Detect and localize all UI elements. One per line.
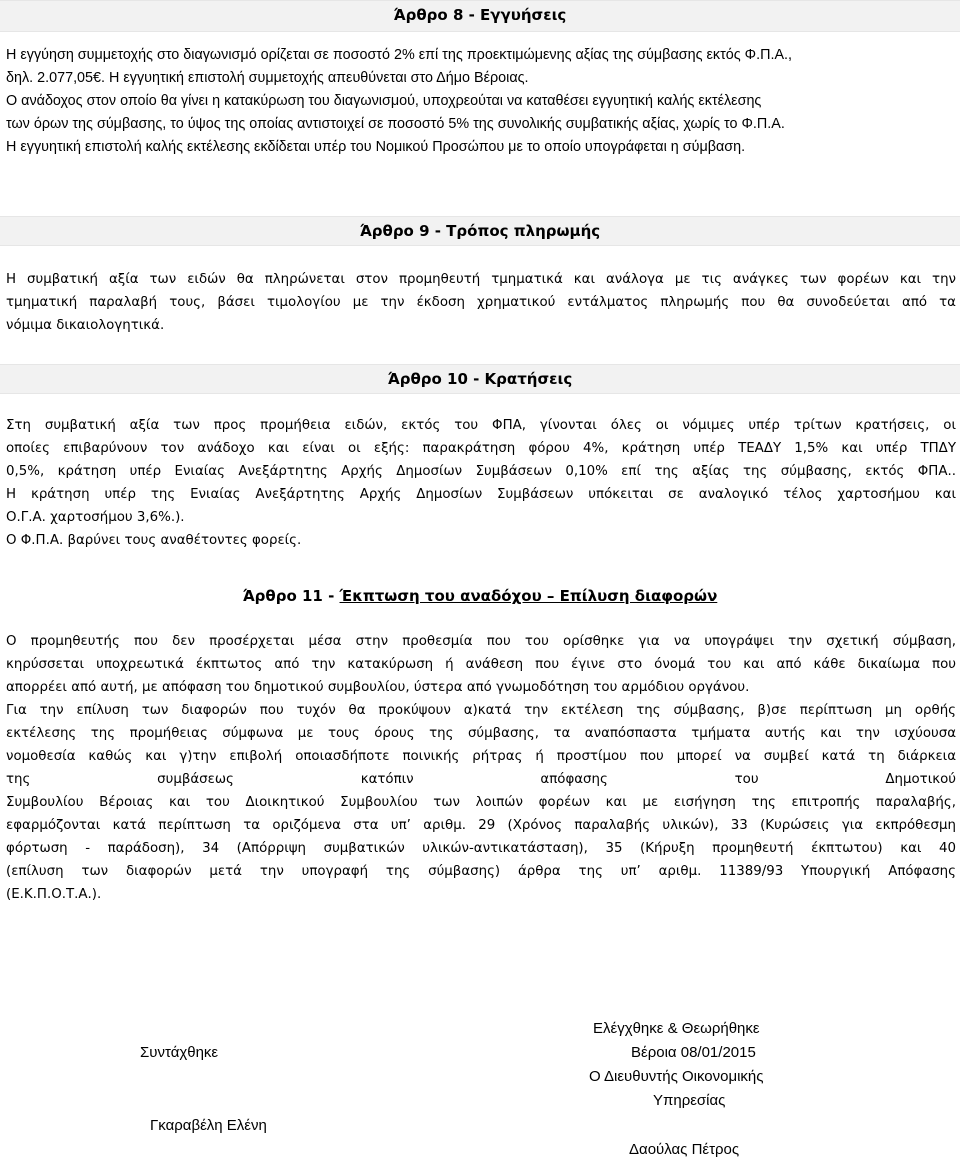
text-line: τμηματική παραλαβή τους, βάσει τιμολογίου με την έκδοση χρηματικού εντάλματος πληρωμής που θα συνοδεύεται από τα (6, 295, 956, 310)
text-line: (επίλυση των διαφορών μετά την υπογραφή της σύμβασης) άρθρα της υπ’ αριθμ. 11389/93 Υπουργική Απόφασης (6, 864, 956, 879)
text-line: οποίες επιβαρύνουν τον ανάδοχο και είναι οι εξής: παρακράτηση φόρου 4%, κράτηση υπέρ ΤΕΑΔΥ 1,5% και υπέρ ΤΠΔΥ (6, 441, 956, 456)
text-line: (Ε.Κ.Π.Ο.Τ.Α.). (6, 887, 102, 902)
paragraph-art8 (6, 44, 956, 159)
text-line: εφαρμόζονται κατά περίπτωση τα οριζόμενα στα υπ’ αριθμ. 29 (Χρόνος παραλαβής υλικών), 33 (Κυρώσεις για εκπρόθεσμη (6, 818, 956, 833)
paragraph-art9 (6, 268, 956, 337)
text-line: Ο.Γ.Α. χαρτοσήμου 3,6%.). (6, 510, 185, 525)
signature-right-place-date: Βέροια 08/01/2015 (631, 1044, 756, 1061)
paragraph-art11 (6, 630, 956, 906)
heading-art11 (0, 586, 960, 606)
text-line: Ο προμηθευτής που δεν προσέρχεται μέσα στην προθεσμία που του ορίσθηκε για να υπογράψει την σχετική σύμβαση, (6, 634, 956, 649)
text-line: απορρέει από αυτή, με απόφαση του δημοτικού συμβουλίου, ύστερα από γνωμοδότηση του αρμόδιου οργάνου. (6, 680, 750, 695)
text-line: νόμιμα δικαιολογητικά. (6, 318, 165, 333)
text-line: εκτέλεσης της προμήθειας σύμφωνα με τους όρους της σύμβασης, τα αναπόσπαστα τμήματα αυτής και την ισχύουσα (6, 726, 956, 741)
signature-right-name: Δαούλας Πέτρος (629, 1141, 740, 1158)
text-line: Η κράτηση υπέρ της Ενιαίας Ανεξάρτητης Αρχής Δημοσίων Συμβάσεων υπόκειται σε αναλογικό τέλος χαρτοσήμου και (6, 487, 956, 502)
signature-left-name: Γκαραβέλη Ελένη (150, 1117, 267, 1134)
heading-art11-prefix: Άρθρο 11 - (242, 587, 340, 605)
text-line: νομοθεσία καθώς και γ)την επιβολή οποιασδήποτε ποινικής ρήτρας ή προστίμου που μπορεί να συμβεί κατά τη διάρκεια (6, 749, 956, 764)
heading-art9: Άρθρο 9 - Τρόπος πληρωμής (359, 222, 601, 240)
text-line: δηλ. 2.077,05€. Η εγγυητική επιστολή συμμετοχής απευθύνεται στο Δήμο Βέροιας. (6, 70, 529, 86)
text-line: της συμβάσεως κατόπιν απόφασης του Δημοτικού (6, 772, 956, 787)
text-line: Η εγγύηση συμμετοχής στο διαγωνισμό ορίζεται σε ποσοστό 2% επί της προεκτιμώμενης αξίας της σύμβασης εκτός Φ.Π.Α., (6, 47, 793, 63)
text-line: Για την επίλυση των διαφορών που τυχόν θα προκύψουν α)κατά την εκτέλεση της σύμβασης, β)σε περίπτωση μη ορθής (6, 703, 956, 718)
text-line: 0,5%, κράτηση υπέρ Ενιαίας Ανεξάρτητης Αρχής Δημοσίων Συμβάσεων 0,10% επί της αξίας της σύμβασης, εκτός ΦΠΑ.. (6, 464, 956, 479)
signature-left-role: Συντάχθηκε (140, 1044, 219, 1061)
heading-art10: Άρθρο 10 - Κρατήσεις (387, 370, 573, 388)
text-line: Στη συμβατική αξία των προς προμήθεια ειδών, εκτός του ΦΠΑ, γίνονται όλες οι νόμιμες υπέρ τρίτων κρατήσεις, οι (6, 418, 956, 433)
heading-art8: Άρθρο 8 - Εγγυήσεις (393, 6, 567, 24)
text-line: Η συμβατική αξία των ειδών θα πληρώνεται στον προμηθευτή τμηματικά και ανάλογα με τις ανάγκες των φορέων και την (6, 272, 956, 287)
text-line: των όρων της σύμβασης, το ύψος της οποίας αντιστοιχεί σε ποσοστό 5% της συνολικής συμβατικής αξίας, χωρίς το Φ.Π.Α. (6, 116, 785, 132)
text-line: κηρύσσεται υποχρεωτικά έκπτωτος από την κατακύρωση ή ανάθεση που έγινε στο όνομά του και από κάθε δικαίωμα που (6, 657, 956, 672)
text-line: Ο ανάδοχος στον οποίο θα γίνει η κατακύρωση του διαγωνισμού, υποχρεούται να καταθέσει εγγυητική καλής εκτέλεσης (6, 93, 762, 109)
text-line: Η εγγυητική επιστολή καλής εκτέλεσης εκδίδεται υπέρ του Νομικού Προσώπου με το οποίο υπογράφεται η σύμβαση. (6, 139, 746, 155)
signature-right-title2: Υπηρεσίας (653, 1092, 726, 1109)
signature-right-checked: Ελέγχθηκε & Θεωρήθηκε (593, 1020, 760, 1037)
signature-right-title: Ο Διευθυντής Οικονομικής (589, 1068, 764, 1085)
heading-art11-title: Έκπτωση του αναδόχου – Επίλυση διαφορών (339, 587, 718, 605)
paragraph-art10 (6, 414, 956, 552)
text-line: Ο Φ.Π.Α. βαρύνει τους αναθέτοντες φορείς. (6, 533, 302, 548)
text-line: φόρτωση - παράδοση), 34 (Απόρριψη συμβατικών υλικών-αντικατάσταση), 35 (Κήρυξη προμηθευτή έκπτωτου) και 40 (6, 841, 956, 856)
text-line: Συμβουλίου Βέροιας και του Διοικητικού Συμβουλίου των λοιπών φορέων και με εισήγηση της επιτροπής παραλαβής, (6, 795, 956, 810)
